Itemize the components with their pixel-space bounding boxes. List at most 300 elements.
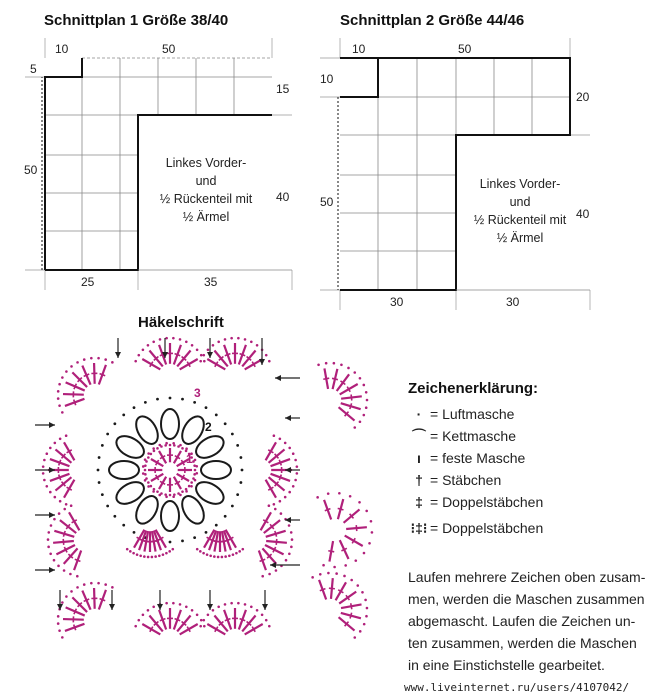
- stitch-mark: [84, 599, 90, 601]
- petal-mark: [132, 413, 163, 448]
- chain-dot: [49, 491, 52, 494]
- chain-dot: [290, 546, 293, 549]
- stitch-mark: [100, 599, 106, 601]
- double-crochet-icon: †: [415, 472, 423, 488]
- direction-arrowhead: [259, 359, 265, 365]
- chain-dot: [59, 437, 62, 440]
- stitch-mark: [63, 531, 65, 537]
- chain-dot: [144, 401, 147, 404]
- chain-dot: [215, 413, 218, 416]
- chain-dot: [54, 442, 57, 445]
- chain-dot: [343, 575, 346, 578]
- direction-arrowhead: [270, 562, 276, 568]
- petal-mark: [132, 492, 163, 527]
- chain-dot: [172, 337, 175, 340]
- chain-dot: [159, 338, 162, 341]
- pattern-b-dim-left-main: 50: [320, 195, 334, 209]
- chain-dot: [361, 591, 364, 594]
- chain-dot: [205, 406, 208, 409]
- chain-dot: [359, 630, 362, 633]
- chain-dot: [122, 413, 125, 416]
- chain-dot: [365, 391, 368, 394]
- chain-dot: [366, 607, 369, 610]
- chain-dot: [185, 605, 188, 608]
- chain-dot: [285, 559, 288, 562]
- chain-stitch-icon: ·: [416, 406, 422, 422]
- chain-dot: [169, 541, 172, 544]
- chain-dot: [54, 496, 57, 499]
- chain-dot: [230, 337, 233, 340]
- pattern-b-dim-left-top: 10: [320, 72, 334, 86]
- chain-dot: [179, 338, 182, 341]
- chain-dot: [265, 619, 268, 622]
- chain-dot: [156, 490, 159, 493]
- chain-dot: [165, 337, 168, 340]
- chain-dot: [101, 444, 104, 447]
- chain-dot: [224, 515, 227, 518]
- chain-dot: [358, 501, 361, 504]
- chain-dot: [363, 623, 366, 626]
- chain-dot: [365, 615, 368, 618]
- chain-dot: [237, 602, 240, 605]
- chain-dot: [171, 548, 174, 551]
- chain-dot: [147, 344, 150, 347]
- legend-label: = Doppelstäbchen: [430, 494, 544, 510]
- stitch-mark: [100, 374, 106, 376]
- chain-dot: [153, 450, 156, 453]
- chain-dot: [142, 472, 145, 475]
- pattern-b-dim-bottom-right: 30: [506, 295, 520, 309]
- chain-dot: [191, 609, 194, 612]
- chain-dot: [98, 456, 101, 459]
- pattern-a-dim-bottom-right: 35: [204, 275, 218, 289]
- chain-dot: [111, 361, 114, 364]
- chain-dot: [354, 559, 357, 562]
- chain-dot: [353, 371, 356, 374]
- chain-dot: [217, 605, 220, 608]
- petal-mark: [178, 413, 209, 448]
- chain-dot: [181, 447, 184, 450]
- chain-dot: [144, 479, 147, 482]
- chain-dot: [162, 553, 165, 556]
- chain-dot: [237, 337, 240, 340]
- legend-item: [408, 469, 543, 491]
- chain-dot: [232, 553, 235, 556]
- direction-arrowhead: [157, 604, 163, 610]
- chain-dot: [194, 469, 197, 472]
- chain-dot: [202, 552, 205, 555]
- stitch-mark: [351, 603, 352, 609]
- chain-dot: [137, 619, 140, 622]
- chain-dot: [327, 572, 330, 575]
- stitch-mark: [240, 619, 246, 621]
- pattern-a-piece-label: Linkes Vorder- und ½ Rückenteil mit ½ Ärmel: [159, 156, 253, 224]
- chain-dot: [333, 566, 336, 569]
- stitch-mark: [74, 609, 76, 615]
- chain-dot: [134, 625, 137, 628]
- chain-dot: [49, 552, 52, 555]
- stitch-mark: [240, 354, 246, 356]
- chain-dot: [53, 559, 56, 562]
- chain-dot: [152, 605, 155, 608]
- chain-dot: [57, 397, 60, 400]
- legend-item: [408, 447, 543, 469]
- chain-dot: [241, 469, 244, 472]
- chain-dot: [165, 495, 168, 498]
- chain-dot: [212, 344, 215, 347]
- chain-dot: [154, 555, 157, 558]
- pattern-a-dim-right-main: 40: [276, 190, 290, 204]
- chain-dot: [61, 376, 64, 379]
- chain-dot: [193, 401, 196, 404]
- chain-dot: [188, 485, 191, 488]
- chain-dot: [132, 552, 135, 555]
- chain-dot: [206, 553, 209, 556]
- chain-dot: [195, 465, 198, 468]
- stitch-mark: [328, 551, 334, 552]
- chain-dot: [215, 524, 218, 527]
- chain-dot: [199, 625, 202, 628]
- chain-dot: [203, 625, 206, 628]
- chain-dot: [224, 603, 227, 606]
- chain-dot: [196, 349, 199, 352]
- petal-mark: [113, 478, 148, 509]
- chain-dot: [142, 614, 145, 617]
- direction-arrowhead: [262, 604, 268, 610]
- direction-arrowhead: [207, 604, 213, 610]
- chain-dot: [240, 456, 243, 459]
- chain-dot: [202, 354, 205, 357]
- chain-dot: [236, 444, 239, 447]
- chain-dot: [322, 564, 325, 567]
- chain-dot: [325, 362, 328, 365]
- chain-dot: [365, 510, 368, 513]
- chain-dot: [224, 338, 227, 341]
- petal-mark: [201, 461, 231, 479]
- chain-dot: [368, 542, 371, 545]
- stitch-mark: [63, 539, 64, 545]
- single-crochet-icon: ı: [417, 450, 421, 466]
- chain-dot: [43, 459, 46, 462]
- stitch-mark: [84, 374, 90, 376]
- chain-dot: [296, 472, 299, 475]
- chain-dot: [207, 614, 210, 617]
- chain-dot: [296, 465, 299, 468]
- slip-stitch-icon: ⌒: [412, 428, 426, 444]
- chain-dot: [371, 531, 374, 534]
- chain-dot: [53, 518, 56, 521]
- chain-dot: [122, 524, 125, 527]
- chain-dot: [340, 364, 343, 367]
- chain-dot: [353, 636, 356, 639]
- legend-label: = Luftmasche: [430, 406, 515, 422]
- chain-dot: [179, 444, 182, 447]
- chain-dot: [224, 422, 227, 425]
- chain-dot: [106, 433, 109, 436]
- chain-dot: [294, 479, 297, 482]
- chain-dot: [181, 398, 184, 401]
- chain-dot: [196, 548, 199, 551]
- chain-dot: [152, 447, 155, 450]
- chain-dot: [61, 636, 64, 639]
- chain-dot: [169, 494, 172, 497]
- chain-dot: [217, 340, 220, 343]
- chain-dot: [185, 488, 188, 491]
- chain-dot: [142, 349, 145, 352]
- chain-dot: [169, 397, 172, 400]
- stitch-mark: [329, 588, 335, 589]
- chain-dot: [76, 586, 79, 589]
- chain-dot: [172, 602, 175, 605]
- chain-dot: [58, 404, 61, 407]
- stitch-mark: [160, 619, 166, 621]
- chain-dot: [142, 465, 145, 468]
- chain-dot: [43, 479, 46, 482]
- chain-dot: [129, 550, 132, 553]
- chain-dot: [231, 433, 234, 436]
- chain-dot: [275, 569, 278, 572]
- chain-dot: [212, 609, 215, 612]
- chain-dot: [70, 504, 73, 507]
- chain-dot: [363, 414, 366, 417]
- chain-dot: [273, 434, 276, 437]
- stitch-mark: [350, 403, 352, 409]
- chain-dot: [203, 360, 206, 363]
- chain-dot: [199, 550, 202, 553]
- chain-dot: [58, 383, 61, 386]
- chain-dot: [179, 494, 182, 497]
- chain-dot: [213, 555, 216, 558]
- pattern-b-dim-top-right: 50: [458, 42, 472, 56]
- petal-mark: [113, 432, 148, 463]
- chain-dot: [196, 614, 199, 617]
- chain-dot: [244, 338, 247, 341]
- chain-dot: [169, 444, 172, 447]
- chain-dot: [221, 556, 224, 559]
- legend-title: Zeichenerklärung:: [408, 380, 539, 397]
- chain-dot: [144, 458, 147, 461]
- chain-dot: [274, 508, 277, 511]
- chain-dot: [172, 442, 175, 445]
- chain-dot: [47, 546, 50, 549]
- chain-dot: [256, 609, 259, 612]
- chain-dot: [181, 540, 184, 543]
- chain-dot: [335, 572, 338, 575]
- chain-dot: [42, 472, 45, 475]
- treble-crochet-icon: ‡: [415, 494, 423, 510]
- chain-dot: [147, 609, 150, 612]
- chain-dot: [319, 573, 322, 576]
- chain-dot: [311, 576, 314, 579]
- direction-arrowhead: [57, 604, 63, 610]
- chain-dot: [365, 406, 368, 409]
- chain-dot: [152, 340, 155, 343]
- petal-mark: [192, 432, 227, 463]
- chain-dot: [97, 582, 100, 585]
- chain-dot: [256, 344, 259, 347]
- stitch-mark: [260, 559, 266, 561]
- chain-dot: [185, 447, 188, 450]
- stitch-mark: [59, 460, 61, 466]
- chain-dot: [217, 556, 220, 559]
- chain-dot: [134, 360, 137, 363]
- chain-dot: [65, 370, 68, 373]
- stitch-mark: [279, 475, 281, 481]
- chain-dot: [209, 555, 212, 558]
- chain-dot: [137, 354, 140, 357]
- chain-dot: [261, 614, 264, 617]
- chain-dot: [224, 555, 227, 558]
- chain-dot: [356, 584, 359, 587]
- direction-arrowhead: [49, 422, 55, 428]
- chain-dot: [207, 349, 210, 352]
- chain-dot: [126, 548, 129, 551]
- chain-dot: [291, 538, 294, 541]
- legend-label: = Stäbchen: [430, 472, 502, 488]
- legend-item: [408, 513, 543, 543]
- legend-label: = Kettmasche: [430, 428, 516, 444]
- chain-dot: [347, 367, 350, 370]
- chain-dot: [349, 495, 352, 498]
- chain-dot: [168, 550, 171, 553]
- direction-arrowhead: [275, 375, 281, 381]
- chain-dot: [104, 583, 107, 586]
- chain-dot: [316, 496, 319, 499]
- direction-arrowhead: [285, 467, 291, 473]
- chain-dot: [58, 512, 61, 515]
- stitch-mark: [356, 525, 357, 531]
- chain-dot: [63, 508, 66, 511]
- chain-dot: [61, 411, 64, 414]
- chain-dot: [47, 531, 50, 534]
- stitch-mark: [323, 378, 329, 379]
- round-number-2: 2: [205, 420, 212, 434]
- chain-dot: [359, 420, 362, 423]
- chain-dot: [265, 354, 268, 357]
- chain-dot: [172, 495, 175, 498]
- chain-dot: [58, 629, 61, 632]
- stitch-mark: [75, 559, 81, 561]
- pattern-a-dim-left-top: 5: [30, 62, 37, 76]
- chain-dot: [76, 361, 79, 364]
- legend-item: [408, 425, 543, 447]
- chain-dot: [284, 442, 287, 445]
- chain-dot: [153, 488, 156, 491]
- pattern-a-dim-left-main: 50: [24, 163, 38, 177]
- chain-dot: [97, 469, 100, 472]
- chain-dot: [200, 354, 203, 357]
- chain-dot: [240, 481, 243, 484]
- pattern-a-dim-top-right: 50: [162, 42, 176, 56]
- chain-dot: [158, 494, 161, 497]
- stitch-mark: [175, 619, 181, 621]
- chain-dot: [261, 575, 264, 578]
- stitch-mark: [276, 539, 277, 545]
- chain-dot: [288, 491, 291, 494]
- chain-dot: [236, 493, 239, 496]
- chain-dot: [250, 605, 253, 608]
- chain-dot: [294, 459, 297, 462]
- chain-dot: [147, 481, 150, 484]
- chain-dot: [61, 601, 64, 604]
- chain-dot: [98, 481, 101, 484]
- chain-dot: [136, 553, 139, 556]
- chain-dot: [202, 619, 205, 622]
- round-number-1: 1: [186, 452, 193, 466]
- chain-dot: [364, 599, 367, 602]
- chain-dot: [106, 505, 109, 508]
- petal-mark: [161, 409, 179, 439]
- petal-mark: [192, 478, 227, 509]
- chain-dot: [147, 485, 150, 488]
- chain-dot: [199, 360, 202, 363]
- direction-arrowhead: [285, 415, 291, 421]
- chain-dot: [57, 622, 60, 625]
- chain-dot: [83, 358, 86, 361]
- chain-dot: [288, 524, 291, 527]
- chain-dot: [104, 358, 107, 361]
- stitch-mark: [74, 384, 76, 390]
- chain-dot: [165, 442, 168, 445]
- chain-dot: [230, 602, 233, 605]
- direction-arrowhead: [49, 467, 55, 473]
- chain-dot: [143, 555, 146, 558]
- chain-dot: [279, 437, 282, 440]
- chain-dot: [76, 575, 79, 578]
- legend-label: = feste Masche: [430, 450, 526, 466]
- chain-dot: [194, 479, 197, 482]
- chain-dot: [250, 340, 253, 343]
- chain-dot: [90, 582, 93, 585]
- chain-dot: [147, 452, 150, 455]
- chain-dot: [158, 444, 161, 447]
- chain-dot: [185, 340, 188, 343]
- pattern-a-dim-right-top: 15: [276, 82, 290, 96]
- chain-dot: [279, 500, 282, 503]
- chain-dot: [181, 490, 184, 493]
- chain-dot: [151, 556, 154, 559]
- chain-dot: [69, 573, 72, 576]
- chain-dot: [359, 377, 362, 380]
- chain-dot: [244, 603, 247, 606]
- chain-dot: [65, 503, 68, 506]
- chain-dot: [268, 573, 271, 576]
- stitch-mark: [59, 475, 61, 481]
- chain-dot: [353, 426, 356, 429]
- direction-arrowhead: [49, 512, 55, 518]
- chain-dot: [63, 569, 66, 572]
- chain-dot: [290, 531, 293, 534]
- chain-dot: [111, 586, 114, 589]
- chain-dot: [158, 555, 161, 558]
- stitch-mark: [275, 531, 277, 537]
- chain-dot: [190, 481, 193, 484]
- chain-dot: [185, 490, 188, 493]
- chain-dot: [241, 548, 244, 551]
- pattern-b-dim-top-left: 10: [352, 42, 366, 56]
- chain-dot: [101, 493, 104, 496]
- stitch-mark: [350, 613, 352, 619]
- chain-dot: [238, 550, 241, 553]
- chain-dot: [205, 531, 208, 534]
- legend-item: [408, 403, 543, 425]
- chain-dot: [70, 590, 73, 593]
- pattern-b-dim-right-top: 20: [576, 90, 590, 104]
- chain-dot: [333, 362, 336, 365]
- chain-dot: [147, 556, 150, 559]
- chain-dot: [113, 422, 116, 425]
- chain-dot: [288, 552, 291, 555]
